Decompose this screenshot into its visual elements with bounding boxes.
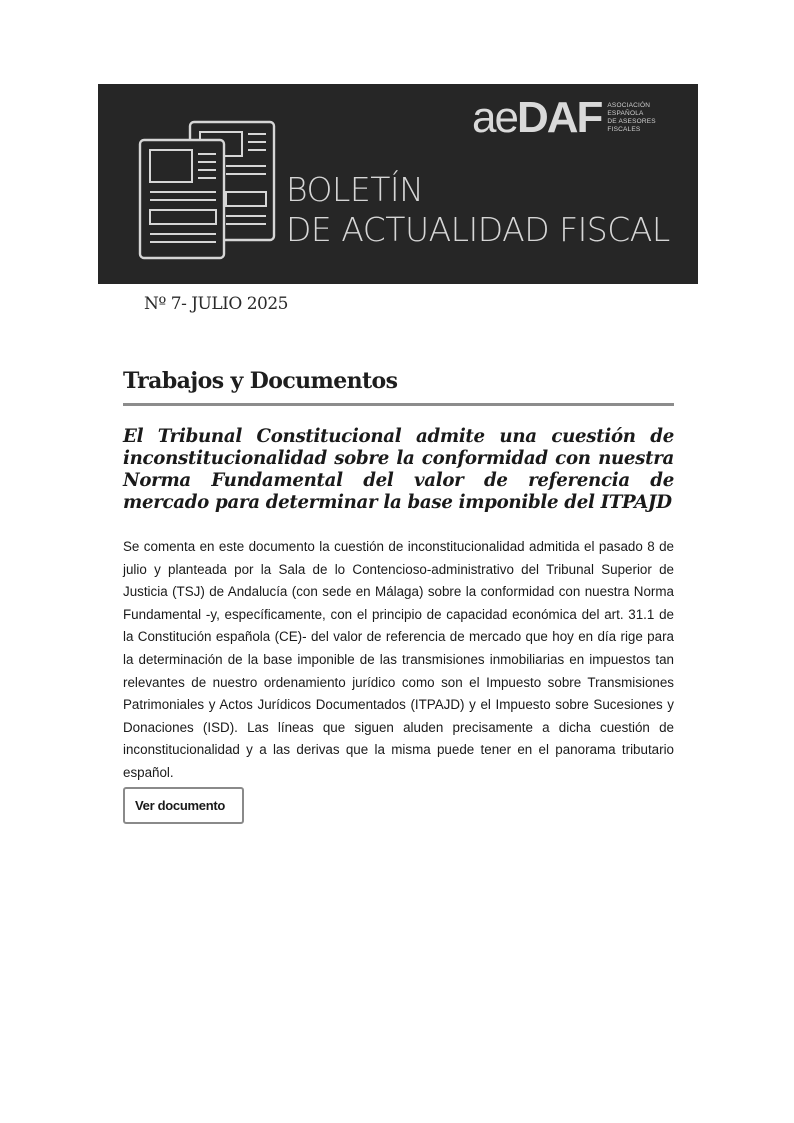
bulletin-title-line2: DE ACTUALIDAD FISCAL — [286, 210, 670, 249]
issue-label: Nº 7- JULIO 2025 — [144, 294, 288, 314]
section-divider — [123, 403, 674, 406]
logo-ae: ae — [472, 93, 517, 142]
article-body: Se comenta en este documento la cuestión de inconstitucionalidad admitida el pasado 8 de julio y planteada por la Sala de lo Contencioso-administrativo del Tribunal Superior de Justicia (TSJ) de Andalucía (con sede en Málaga) sobre la conformidad con nuestra Norma Fundamental -y, específicamente, con el principio de capacidad económica del art. 31.1 de la Constitución española (CE)- del valor de referencia de mercado que hoy en día rige para la determinación de la base imponible de las transmisiones inmobiliarias en impuestos tan relevantes de nuestro ordenamiento jurídico como son el Impuesto sobre Transmisiones Patrimoniales y Actos Jurídicos Documentados (ITPAJD) y el Impuesto sobre Sucesiones y Donaciones (ISD). Las líneas que siguen aluden precisamente a dicha cuestión de inconstitucionalidad y a las derivas que la misma puede tener en el panorama tributario español. — [123, 539, 674, 780]
view-document-button[interactable]: Ver documento — [123, 787, 244, 824]
logo-subtitle-line: ASOCIACIÓN — [607, 102, 651, 109]
logo-subtitle-line: DE ASESORES — [607, 118, 656, 125]
logo-subtitle — [607, 102, 667, 134]
header-banner — [98, 84, 698, 284]
bulletin-title-line1: BOLETÍN — [286, 170, 424, 209]
article-title: El Tribunal Constitucional admite una cuestión de inconstitucionalidad sobre la conformidad con nuestra Norma Fundamental del valor de referencia de mercado para determinar la base imponible del ITPAJD — [123, 426, 674, 513]
logo-daf: DAF — [516, 93, 602, 142]
logo-subtitle-line: FISCALES — [607, 126, 641, 133]
bulletin-title — [286, 170, 670, 250]
logo-wordmark — [472, 93, 602, 142]
logo-subtitle-line: ESPAÑOLA — [607, 110, 644, 117]
aedaf-logo — [472, 94, 667, 142]
section-heading: Trabajos y Documentos — [123, 368, 398, 394]
newspaper-documents-icon — [136, 118, 278, 260]
